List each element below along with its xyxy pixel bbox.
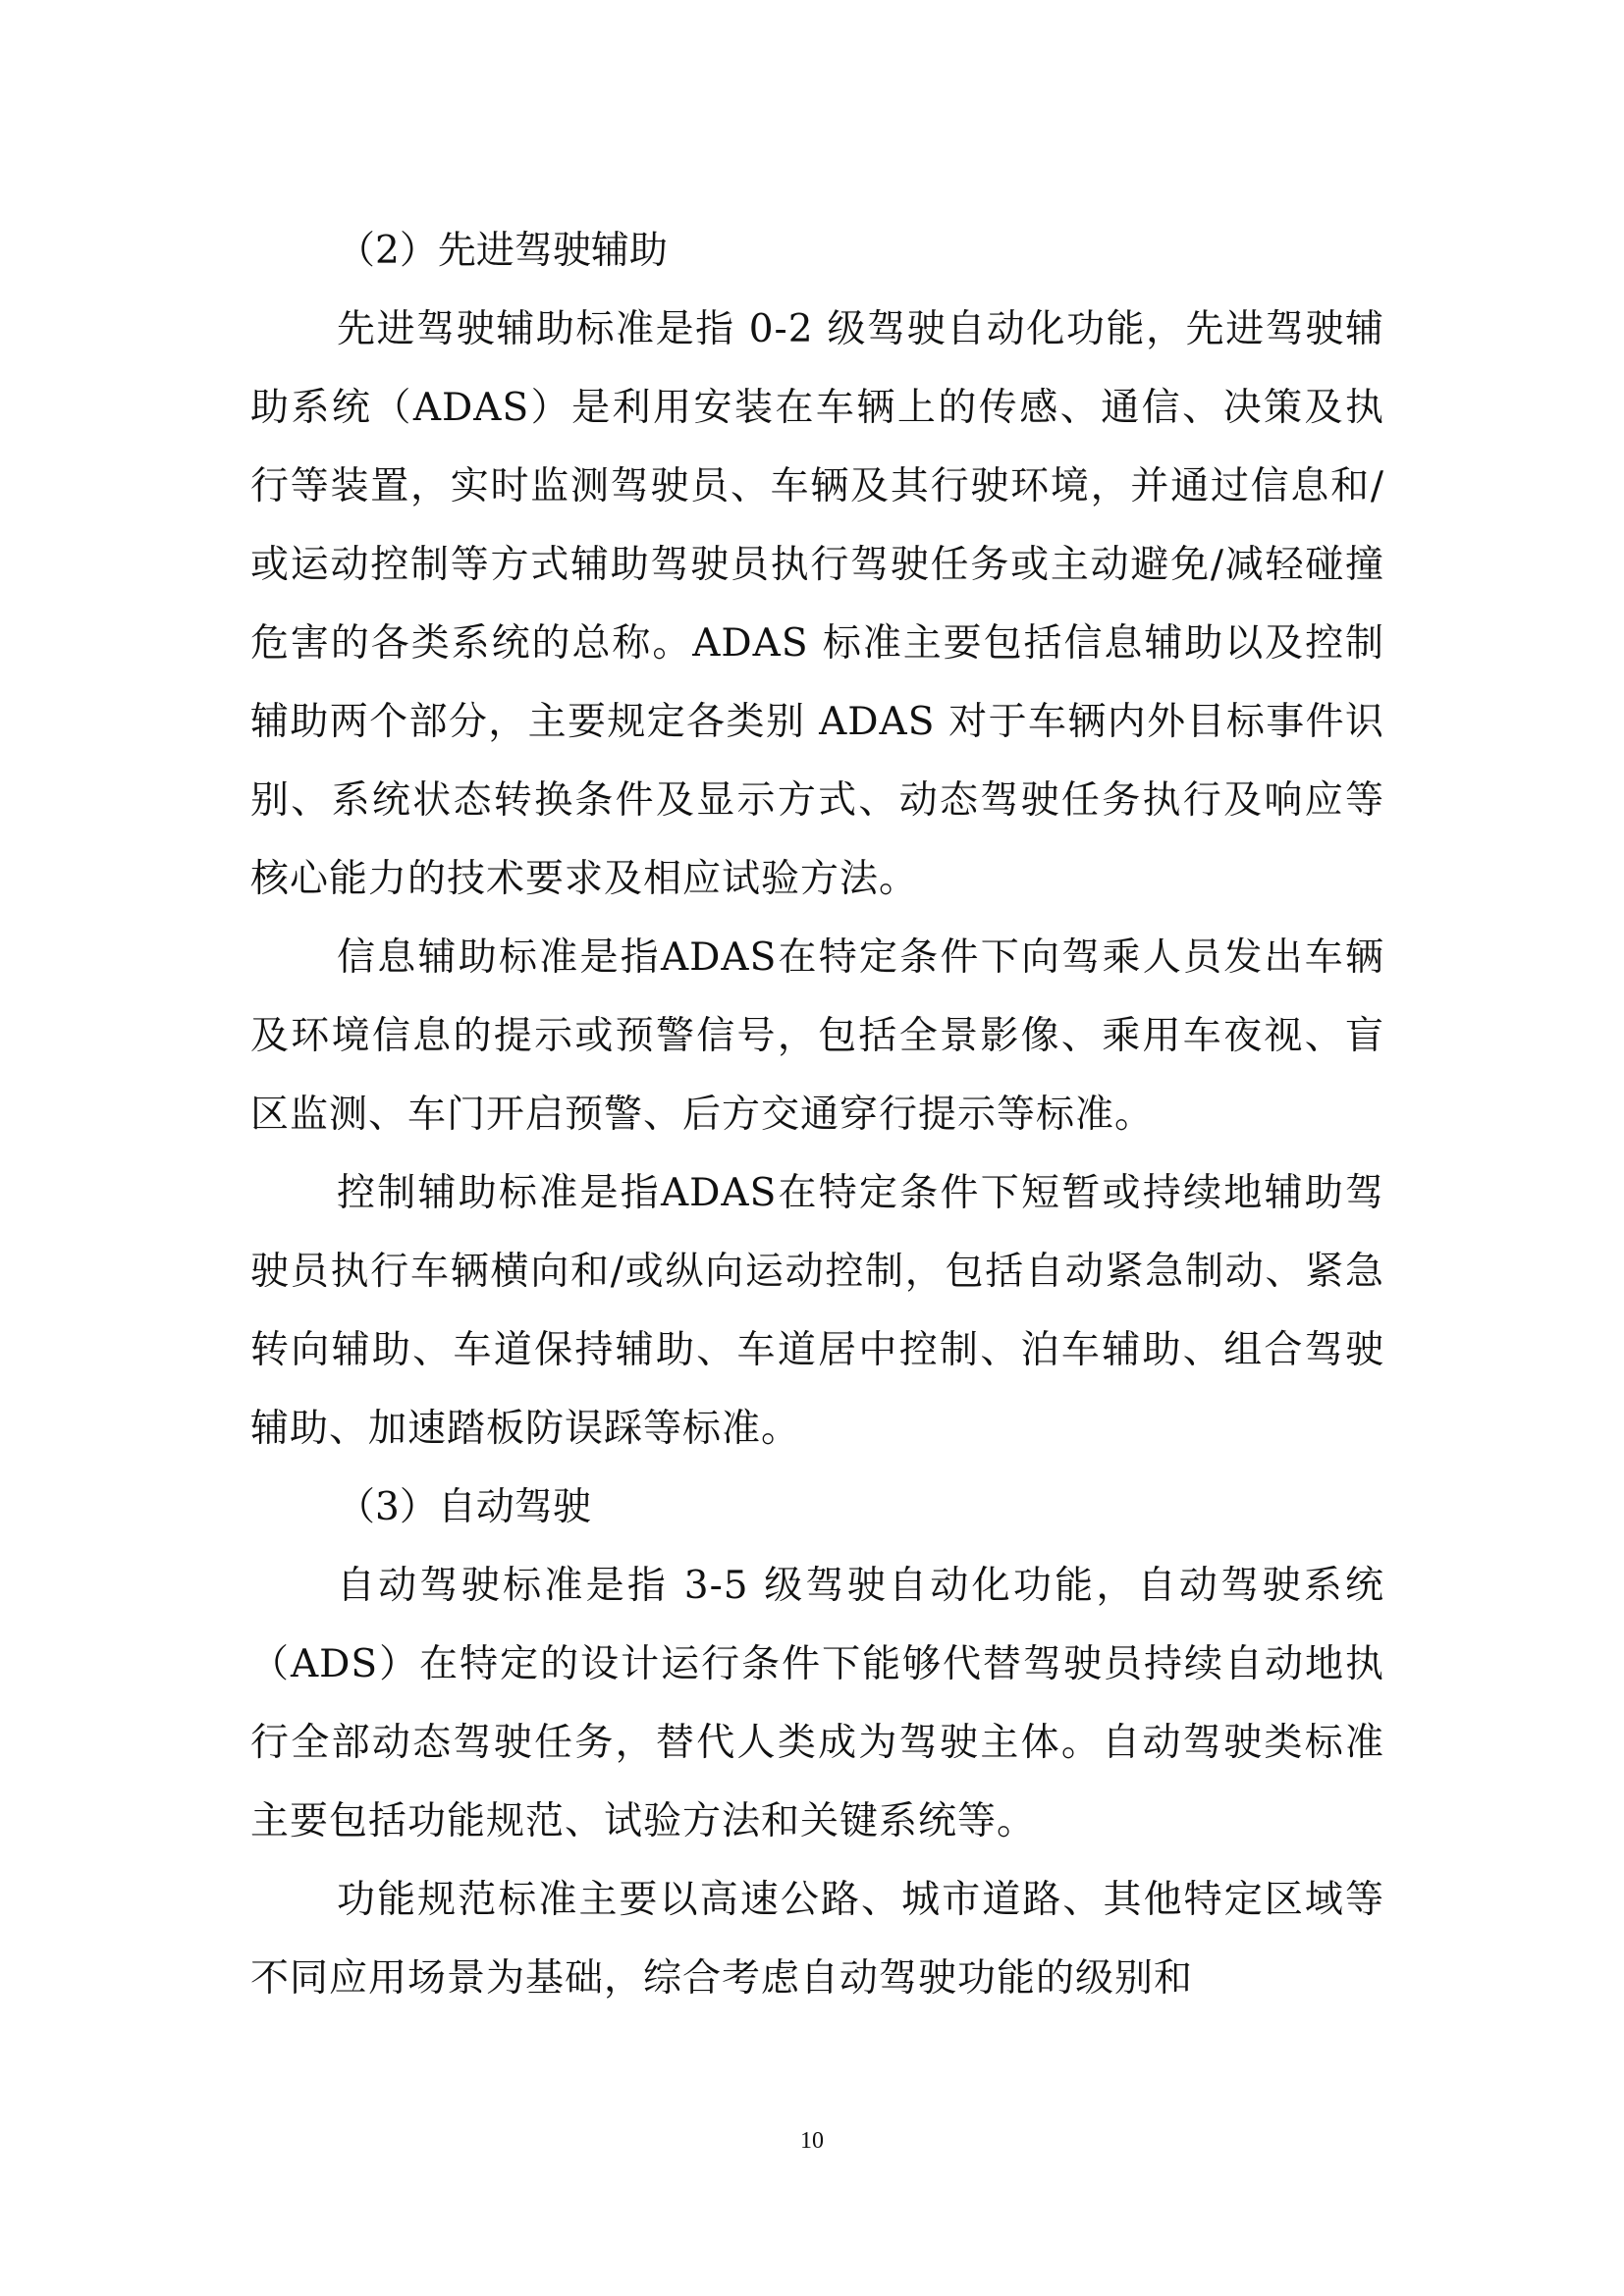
document-body — [250, 212, 1384, 2018]
paragraph-adas-definition: 先进驾驶辅助标准是指 0-2 级驾驶自动化功能，先进驾驶辅助系统（ADAS）是利用安装在车辆上的传感、通信、决策及执行等装置，实时监测驾驶员、车辆及其行驶环境，并通过信息和/或运动控制等方式辅助驾驶员执行驾驶任务或主动避免/减轻碰撞危害的各类系统的总称。ADAS 标准主要包括信息辅助以及控制辅助两个部分，主要规定各类别 ADAS 对于车辆内外目标事件识别、系统状态转换条件及显示方式、动态驾驶任务执行及响应等核心能力的技术要求及相应试验方法。 — [250, 307, 1384, 901]
paragraph-information-assistance: 信息辅助标准是指ADAS在特定条件下向驾乘人员发出车辆及环境信息的提示或预警信号，包括全景影像、乘用车夜视、盲区监测、车门开启预警、后方交通穿行提示等标准。 — [250, 935, 1384, 1137]
page-number: 10 — [800, 2128, 824, 2154]
paragraph-functional-specification: 功能规范标准主要以高速公路、城市道路、其他特定区域等不同应用场景为基础，综合考虑自动驾驶功能的级别和 — [250, 1878, 1384, 2001]
section-heading-autonomous-driving: （3）自动驾驶 — [337, 1485, 591, 1529]
section-heading-advanced-driver-assistance: （2）先进驾驶辅助 — [337, 229, 668, 273]
paragraph-control-assistance: 控制辅助标准是指ADAS在特定条件下短暂或持续地辅助驾驶员执行车辆横向和/或纵向运动控制，包括自动紧急制动、紧急转向辅助、车道保持辅助、车道居中控制、泊车辅助、组合驾驶辅助、加速踏板防误踩等标准。 — [250, 1171, 1384, 1451]
paragraph-ads-definition: 自动驾驶标准是指 3-5 级驾驶自动化功能，自动驾驶系统（ADS）在特定的设计运行条件下能够代替驾驶员持续自动地执行全部动态驾驶任务，替代人类成为驾驶主体。自动驾驶类标准主要包括功能规范、试验方法和关键系统等。 — [250, 1564, 1384, 1843]
